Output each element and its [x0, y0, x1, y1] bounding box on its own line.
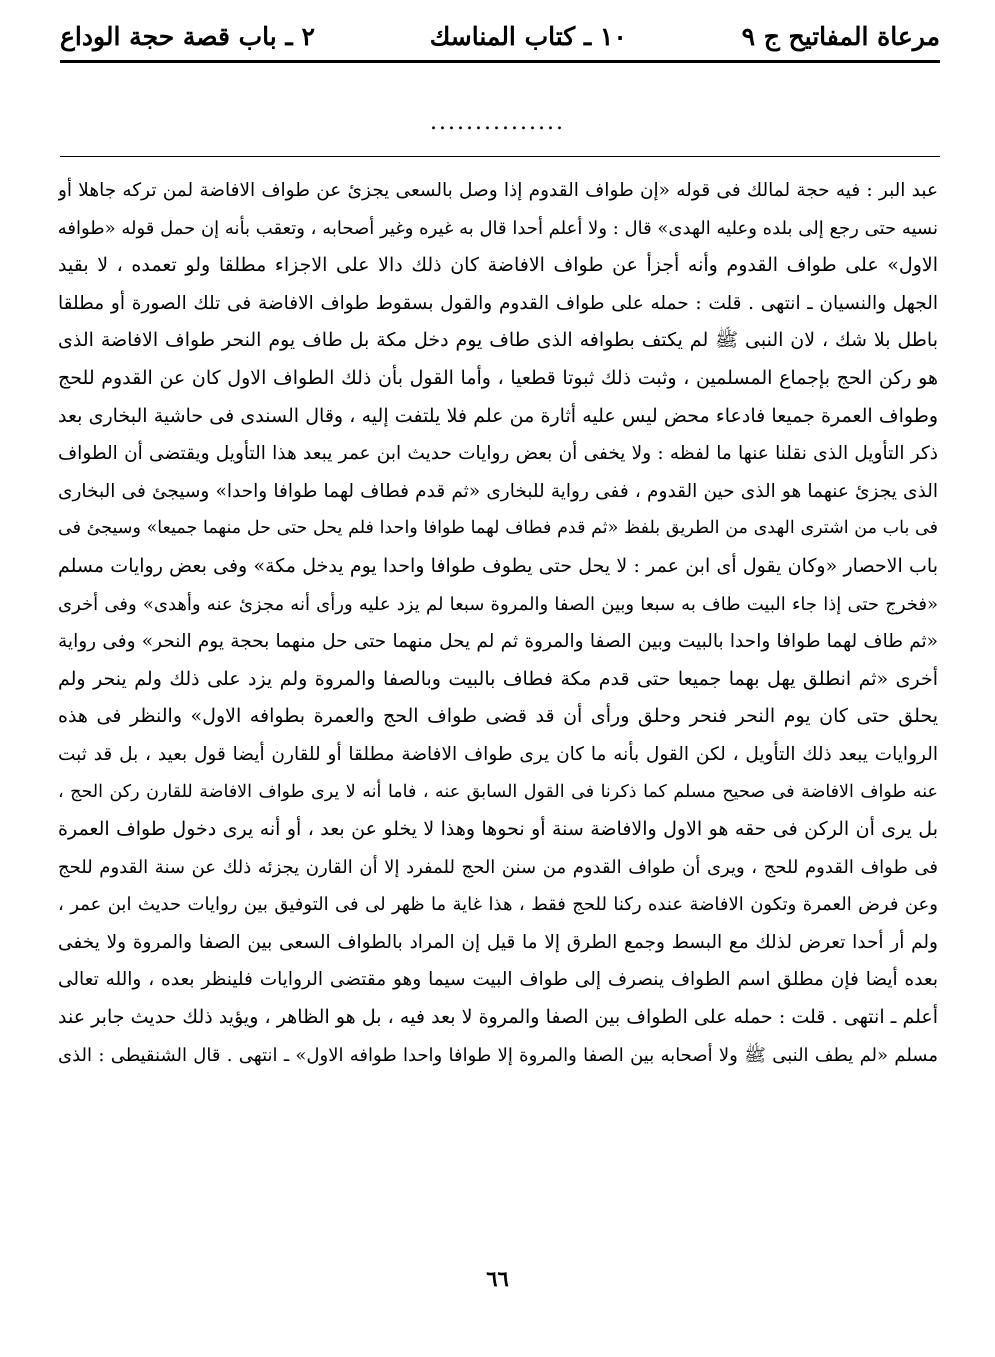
text-line: الروايات يبعد ذلك التأويل ، لكن القول بأنه ما كان يرى طواف الافاضة مطلقا أو للقارن أيضا قول بعيد ، بل قد ثبت — [58, 743, 938, 765]
text-line: هو ركن الحج بإجماع المسلمين ، وثبت ذلك ثبوتا قطعيا ، وأما القول بأن ذلك الطواف الاول كان عن القدوم للحج — [58, 366, 938, 389]
section-divider — [60, 156, 940, 157]
text-line: نسيه حتى رجع إلى بلده وعليه الهدى» قال : ولا أعلم أحدا قال به غيره وغير أصحابه ، وتعقب بأنه إن حمل قوله «طوافه — [58, 217, 938, 239]
commentary-text — [58, 172, 938, 1074]
text-line: «فخرج حتى إذا جاء البيت طاف به سبعا وبين الصفا والمروة سبعا لم يزد عليه ورأى أنه مجزئ عنه وأهدى» وفى أخرى — [58, 593, 938, 615]
text-line: الذى يجزئ عنهما هو الذى حين القدوم ، ففى رواية للبخارى «ثم قدم فطاف لهما طوافا واحدا» وسيجئ فى البخارى — [58, 480, 938, 502]
text-line: وعن فرض العمرة وتكون الافاضة عنده ركنا للحج فقط ، هذا غاية ما ظهر لى فى التوفيق بين روايات حديث ابن عمر ، — [58, 894, 938, 916]
text-line: الجهل والنسيان ـ انتهى . قلت : حمله على طواف القدوم والقول بسقوط طواف الافاضة فى تلك الصورة أو مطلقا — [58, 292, 938, 314]
header-divider — [60, 60, 940, 63]
text-line: فى طواف القدوم للحج ، ويرى أن طواف القدوم من سنن الحج للمفرد إلا أن القارن يجزئه ذلك عن سنة القدوم للحج — [58, 856, 938, 878]
text-line: عبد البر : فيه حجة لمالك فى قوله «إن طواف القدوم إذا وصل بالسعى يجزئ عن طواف الافاضة لمن تركه جاهلا أو — [58, 180, 938, 201]
text-line: وطواف العمرة جميعا فادعاء محض ليس عليه أثارة من علم فلا يلتفت إليه ، وقال السندى فى حاشية البخارى بعد — [58, 404, 938, 427]
text-line: يحلق حتى كان يوم النحر فنحر وحلق ورأى أن قد قضى طواف الحج والعمرة بطوافه الاول» والنظر فى هذه — [58, 705, 938, 728]
text-line: عنه طواف الافاضة فى صحيح مسلم كما ذكرنا فى القول السابق عنه ، فاما أنه لا يرى طواف الافاضة للقارن ركن الحج ، — [58, 781, 938, 802]
text-line: بعده أيضا فإن مطلق اسم الطواف ينصرف إلى طواف البيت سيما وهو مقتضى الروايات فلينظر بعده ، والله تعالى — [58, 969, 938, 991]
text-line: فى باب من اشترى الهدى من الطريق بلفظ «ثم قدم فطاف لهما طوافا واحدا فلم يحل حتى حل منهما جميعا» وسيجئ فى — [58, 518, 938, 539]
book-title: مرعاة المفاتيح ج ٩ — [741, 21, 940, 51]
page-number: ٦٦ — [486, 1266, 509, 1291]
text-line: أخرى «ثم انطلق يهل بهما جميعا حتى قدم مكة فطاف بالبيت وبالصفا والمروة ولم يزد على ذلك ولم ينحر ولم — [58, 667, 938, 690]
text-line: الاول» على طواف القدوم وأنه أجزأ عن طواف الافاضة كان ذلك دالا على الاجزاء مطلقا ولو تعمده ، لا بقيد — [58, 254, 938, 277]
section-title: ٢ ـ باب قصة حجة الوداع — [60, 21, 315, 51]
text-line: «ثم طاف لهما طوافا واحدا بالبيت وبين الصفا والمروة ثم لم يحل منهما حتى حل منهما بحجة يوم النحر» وفى رواية — [58, 631, 938, 653]
text-line: ولم أر أحدا تعرض لذلك مع البسط وجمع الطرق إلا ما قيل إن المراد بالطواف السعى بين الصفا والمروة ولا يخفى — [58, 931, 938, 953]
chapter-title: ١٠ ـ كتاب المناسك — [429, 21, 627, 51]
text-line: أعلم ـ انتهى . قلت : حمله على الطواف بين الصفا والمروة لا بعد فيه ، بل هو الظاهر ، ويؤيد ذلك حديث جابر عند — [58, 1006, 938, 1029]
text-line: بل يرى أن الركن فى حقه هو الاول والافاضة سنة أو نحوها وهذا لا يخلو عن بعد ، أو أنه يرى دخول طواف العمرة — [58, 818, 938, 841]
separator-dots: ............... — [430, 110, 565, 135]
text-line: مسلم «لم يطف النبى ﷺ ولا أصحابه بين الصفا والمروة إلا طوافا واحدا طوافه الاول» ـ انتهى . قال الشنقيطى : الذى — [58, 1044, 938, 1066]
text-line: باب الاحصار «وكان يقول أى ابن عمر : لا يحل حتى يطوف طوافا واحدا يوم يدخل مكة» وفى بعض روايات مسلم — [58, 554, 938, 577]
text-line: باطل بلا شك ، لان النبى ﷺ لم يكتف بطوافه الذى طاف يوم دخل مكة بل طاف يوم النحر طواف الافاضة الذى — [58, 329, 938, 352]
text-line: ذكر التأويل الذى نقلنا عنها ما لفظه : ولا يخفى أن بعض روايات حديث ابن عمر يبعد هذا التأويل ويقتضى أن الطواف — [58, 443, 938, 465]
running-header — [60, 14, 940, 58]
